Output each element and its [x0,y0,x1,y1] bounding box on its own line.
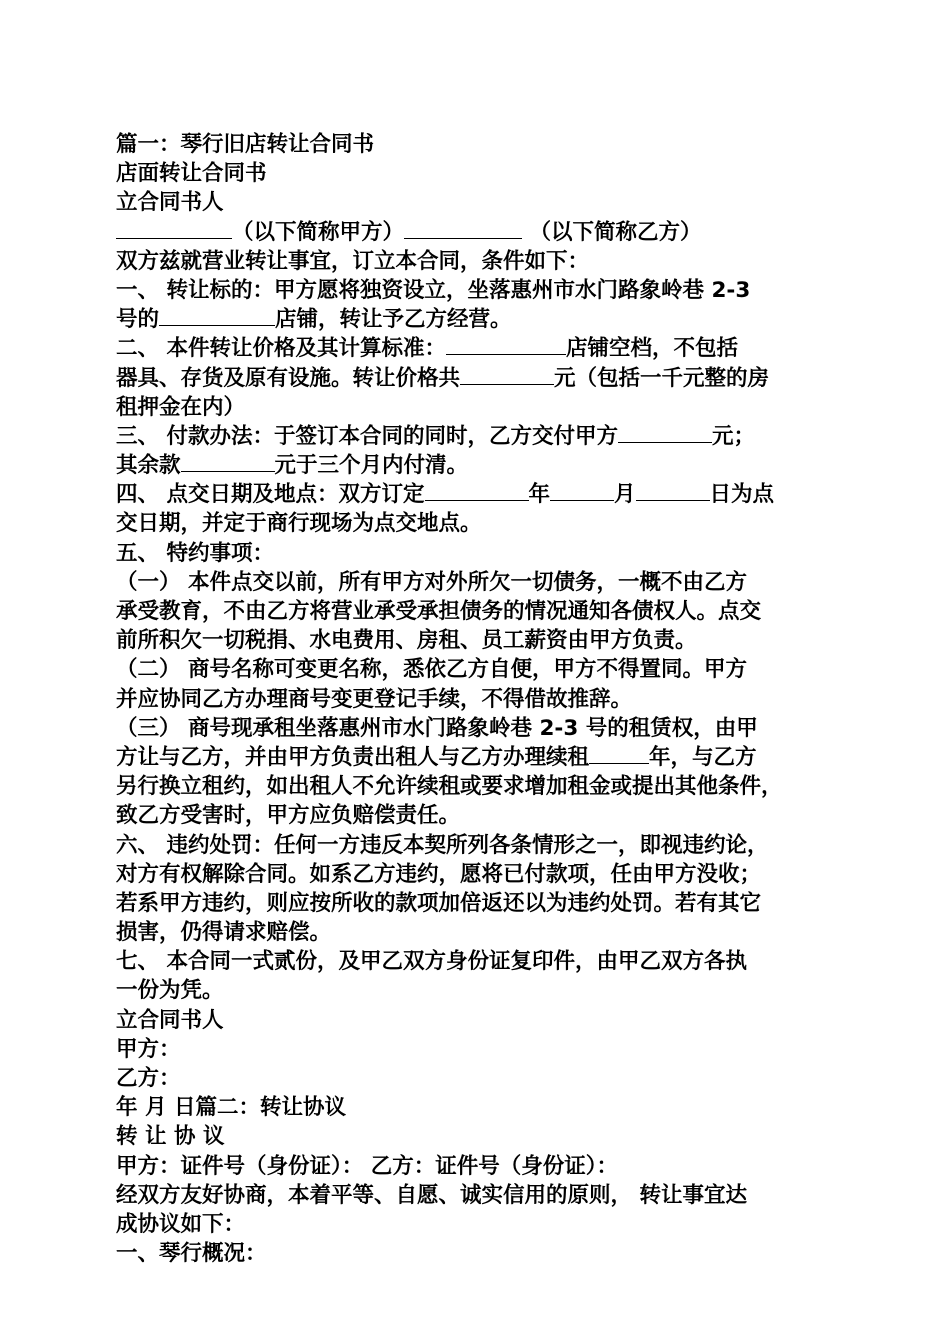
text-line [116,889,838,918]
text-line [116,393,838,422]
text-line [116,1093,838,1122]
text-line [116,1006,838,1035]
line-text: 二、 本件转让价格及其计算标准： [116,336,446,362]
line-text: 交日期，并定于商行现场为点交地点。 [116,511,482,537]
text-line [116,364,838,393]
text-line [116,714,838,743]
line-text: 损害，仍得请求赔偿。 [116,920,332,946]
line-text: 并应协同乙方办理商号变更登记手续，不得借故推辞。 [116,686,633,712]
text-line [116,743,838,772]
text-line [116,188,838,217]
text-line [116,539,838,568]
line-text: 年，与乙方 [649,744,757,770]
line-text: 成协议如下： [116,1211,246,1237]
fill-in-blank [181,453,275,472]
line-text: 另行换立租约，如出租人不允许续租或要求增加租金或提出其他条件， [116,774,783,800]
fill-in-blank [636,482,710,501]
line-text: 五、 特约事项： [116,540,274,566]
text-line [116,1152,838,1181]
text-line [116,334,838,363]
text-line [116,422,838,451]
text-line [116,218,838,247]
line-text: 立合同书人 [116,1007,224,1033]
line-text: 立合同书人 [116,190,224,216]
line-text: 方让与乙方，并由甲方负责出租人与乙方办理续租 [116,744,590,770]
fill-in-blank [460,366,554,385]
line-text: 店铺，转让予乙方经营。 [275,307,512,333]
text-line [116,276,838,305]
text-line [116,655,838,684]
line-text: 日为点 [709,482,775,508]
text-line [116,509,838,538]
line-text: 乙方： [116,1066,181,1091]
text-line [116,831,838,860]
line-text: 一、 转让标的：甲方愿将独资设立，坐落惠州市水门路象岭巷 2-3 [116,277,751,303]
line-text: （一） 本件点交以前，所有甲方对外所欠一切债务，一概不由乙方 [116,569,747,595]
fill-in-blank [404,220,522,239]
fill-in-blank [425,482,529,501]
line-text: 六、 违约处罚：任何一方违反本契所列各条情形之一，即视违约论， [116,832,769,858]
fill-in-blank [116,220,232,239]
line-text: 转 让 协 议 [116,1124,225,1150]
text-line [116,860,838,889]
line-text: 经双方友好协商，本着平等、自愿、诚实信用的原则， 转让事宜达 [116,1182,747,1208]
line-text: 元于三个月内付清。 [274,453,469,479]
line-text: 月 [614,482,636,508]
fill-in-blank [550,482,614,501]
text-line [116,1239,838,1268]
fill-in-blank [589,745,649,764]
text-line [116,130,838,159]
line-text: 四、 点交日期及地点：双方订定 [116,482,425,508]
line-text: 篇一：琴行旧店转让合同书 [116,132,375,157]
text-line [116,159,838,188]
line-text: 承受教育，不由乙方将营业承受承担债务的情况通知各债权人。点交 [116,599,762,624]
text-line [116,685,838,714]
text-line [116,918,838,947]
fill-in-blank [446,336,566,355]
line-text: 元（包括一千元整的房 [554,365,770,391]
text-line [116,1210,838,1239]
line-text: 号的 [116,307,160,333]
line-text: 年 月 日篇二：转让协议 [116,1095,346,1121]
text-line [116,626,838,655]
line-text: 七、 本合同一式贰份，及甲乙双方身份证复印件，由甲乙双方各执 [116,949,747,975]
text-line [116,480,838,509]
text-line [116,1064,838,1093]
line-text: 甲方：证件号（身份证）： 乙方：证件号（身份证）： [116,1153,618,1179]
text-line [116,597,838,626]
line-text: （以下简称乙方） [522,219,702,245]
fill-in-blank [159,307,275,326]
line-text: 前所积欠一切税捐、水电费用、房租、员工薪资由甲方负责。 [116,628,697,654]
text-line [116,305,838,334]
line-text: 一份为凭。 [116,978,224,1004]
line-text: 租押金在内） [116,394,246,420]
line-text: 双方兹就营业转让事宜，订立本合同，条件如下： [116,248,590,274]
line-text: （二） 商号名称可变更名称，悉依乙方自便，甲方不得置同。甲方 [116,657,747,683]
text-line [116,772,838,801]
line-text: 对方有权解除合同。如系乙方违约，愿将已付款项，任由甲方没收； [116,861,762,887]
text-line [116,451,838,480]
line-text: （三） 商号现承租坐落惠州市水门路象岭巷 2-3 号的租赁权，由甲 [116,715,758,741]
text-line [116,1035,838,1064]
text-line [116,1122,838,1151]
text-line [116,1181,838,1210]
line-text: 甲方： [116,1036,181,1062]
line-text: 三、 付款办法：于签订本合同的同时，乙方交付甲方 [116,423,618,449]
line-text: 元； [712,423,756,449]
line-text: 店铺空档，不包括 [566,336,739,362]
text-line [116,568,838,597]
line-text: 器具、存货及原有设施。转让价格共 [116,365,461,391]
text-line [116,801,838,830]
text-line [116,947,838,976]
document-body [116,130,838,1268]
line-text: 致乙方受害时，甲方应负赔偿责任。 [116,803,461,829]
text-line [116,247,838,276]
fill-in-blank [618,424,712,443]
line-text: 一、琴行概况： [116,1241,267,1267]
line-text: 其余款 [116,453,181,479]
line-text: 若系甲方违约，则应按所收的款项加倍返还以为违约处罚。若有其它 [116,890,762,916]
line-text: （以下简称甲方） [232,219,405,245]
line-text: 店面转让合同书 [116,161,267,187]
line-text: 年 [528,482,551,508]
text-line [116,976,838,1005]
